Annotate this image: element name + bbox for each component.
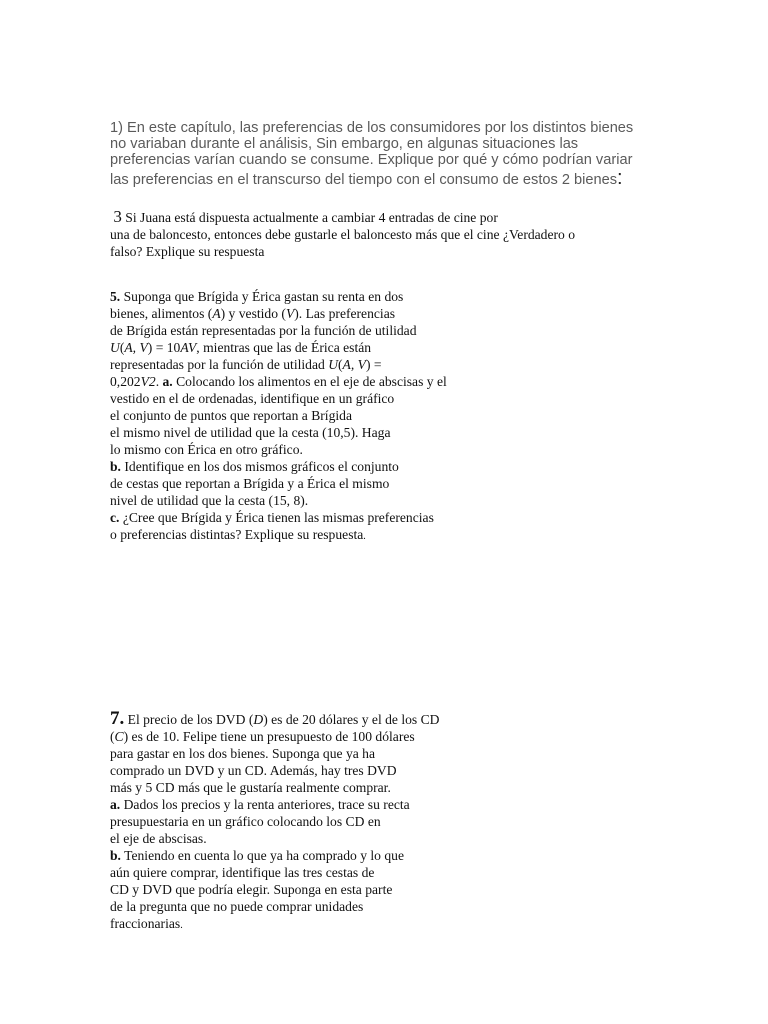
q7-l2b: C xyxy=(114,729,124,744)
q5-l15b: . xyxy=(363,531,366,542)
q7-l9b: Teniendo en cuenta lo que ya ha comprado y lo que xyxy=(120,848,405,863)
q5-l14b: ¿Cree que Brígida y Érica tienen las mismas preferencias xyxy=(119,510,434,525)
q1-line-2: no variaban durante el análisis, Sin embargo, en algunas situaciones las xyxy=(110,136,579,153)
q7-line-1 xyxy=(110,710,440,728)
q5-l15a: o preferencias distintas? Explique su respuesta xyxy=(110,527,364,542)
q7-l1c: ) es de 20 dólares y el de los CD xyxy=(263,712,440,727)
q5-line-10: lo mismo con Érica en otro gráfico. xyxy=(110,442,303,457)
q5-l14a: c. xyxy=(110,510,120,525)
q5-l5c: ( xyxy=(338,357,343,372)
q5-l5d: A, V xyxy=(342,357,366,372)
question-1 xyxy=(110,120,633,188)
q3-number: 3 xyxy=(113,207,122,226)
q7-line-3: para gastar en los dos bienes. Suponga que ya ha xyxy=(110,746,376,761)
q7-line-2 xyxy=(110,728,440,745)
q7-l6b: Dados los precios y la renta anteriores, trace su recta xyxy=(120,797,410,812)
q7-l1b: D xyxy=(253,712,264,727)
q1-line-4-text: las preferencias en el transcurso del tiempo con el consumo de estos 2 bienes xyxy=(110,171,618,188)
q5-l5a: representadas por la función de utilidad xyxy=(110,357,329,372)
q5-line-2 xyxy=(110,305,447,322)
q7-line-9 xyxy=(110,847,440,864)
q5-l6a: 0,20 xyxy=(110,374,134,389)
q7-l13b: . xyxy=(180,920,183,931)
q5-l6e: a. xyxy=(162,374,173,389)
q7-l13a: fraccionarias xyxy=(110,916,181,931)
q5-l6b: 2 xyxy=(133,374,141,389)
q5-l11b: Identifique en los dos mismos gráficos el conjunto xyxy=(120,459,399,474)
question-3 xyxy=(110,208,575,260)
q5-l4f: , mientras que las de Érica están xyxy=(196,340,372,355)
q3-line-1-text: Si Juana está dispuesta actualmente a cambiar 4 entradas de cine por xyxy=(121,210,498,225)
q5-line-13: nivel de utilidad que la cesta (15, 8). xyxy=(110,493,309,508)
q7-line-6 xyxy=(110,796,440,813)
q7-l2c: ) es de 10. Felipe tiene un presupuesto de 100 dólares xyxy=(123,729,415,744)
q5-l6f: Colocando los alimentos en el eje de abscisas y el xyxy=(172,374,447,389)
q5-line-8: el conjunto de puntos que reportan a Brígida xyxy=(110,408,352,423)
q5-line-9: el mismo nivel de utilidad que la cesta (10,5). Haga xyxy=(110,425,391,440)
q1-line-1: 1) En este capítulo, las preferencias de los consumidores por los distintos bienes xyxy=(110,120,634,136)
q5-l4b: ( xyxy=(119,340,125,355)
q7-line-8: el eje de abscisas. xyxy=(110,831,207,846)
q1-line-4 xyxy=(110,166,633,189)
q5-l2a: bienes, alimentos ( xyxy=(110,306,213,321)
q3-line-1 xyxy=(110,208,575,226)
q5-line-7: vestido en el de ordenadas, identifique en un gráfico xyxy=(110,391,395,406)
q5-l6c: V2 xyxy=(140,374,156,389)
q5-l11a: b. xyxy=(110,459,121,474)
q5-line-15 xyxy=(110,526,447,545)
q5-l2e: ). Las preferencias xyxy=(294,306,396,321)
q5-l6d: . xyxy=(155,374,163,389)
q5-l4c: A, V xyxy=(124,340,148,355)
q7-line-12: de la pregunta que no puede comprar unidades xyxy=(110,899,364,914)
q5-line-14 xyxy=(110,509,447,526)
q5-l4a: U xyxy=(110,340,120,355)
q5-l4d: ) = 10 xyxy=(147,340,181,355)
q1-colon: : xyxy=(617,166,623,189)
q7-line-7: presupuestaria en un gráfico colocando los CD en xyxy=(110,814,381,829)
q7-line-4: comprado un DVD y un CD. Además, hay tres DVD xyxy=(110,763,397,778)
q5-l2b: A xyxy=(212,306,221,321)
q7-line-10: aún quiere comprar, identifique las tres cestas de xyxy=(110,865,375,880)
q5-l2d: V xyxy=(285,306,295,321)
q5-l4e: AV xyxy=(180,340,197,355)
question-7 xyxy=(110,710,440,934)
q5-line-5 xyxy=(110,356,447,373)
q5-number: 5. xyxy=(110,289,121,304)
q3-line-2: una de baloncesto, entonces debe gustarle el baloncesto más que el cine ¿Verdadero o xyxy=(110,227,576,242)
q5-line-3: de Brígida están representadas por la función de utilidad xyxy=(110,323,417,338)
q1-line-3: preferencias varían cuando se consume. Explique por qué y cómo podrían variar xyxy=(110,152,633,169)
q5-l5b: U xyxy=(328,357,339,372)
q7-line-13 xyxy=(110,915,440,934)
q5-line-1-text: Suponga que Brígida y Érica gastan su renta en dos xyxy=(120,289,404,304)
q5-line-12: de cestas que reportan a Brígida y a Érica el mismo xyxy=(110,476,390,491)
q7-line-11: CD y DVD que podría elegir. Suponga en esta parte xyxy=(110,882,393,897)
q7-number: 7. xyxy=(110,708,125,729)
q3-line-3: falso? Explique su respuesta xyxy=(110,244,265,259)
q7-l9a: b. xyxy=(110,848,121,863)
q5-line-4 xyxy=(110,339,447,356)
q5-line-6 xyxy=(110,373,447,390)
q7-l2a: ( xyxy=(110,729,115,744)
q7-l6a: a. xyxy=(110,797,121,812)
q5-line-1 xyxy=(110,288,447,305)
q7-l1a: El precio de los DVD ( xyxy=(124,712,254,727)
question-5 xyxy=(110,288,447,545)
q7-line-5: más y 5 CD más que le gustaría realmente comprar. xyxy=(110,780,391,795)
q5-l5e: ) = xyxy=(365,357,382,372)
q5-l2c: ) y vestido ( xyxy=(220,306,286,321)
q5-line-11 xyxy=(110,458,447,475)
